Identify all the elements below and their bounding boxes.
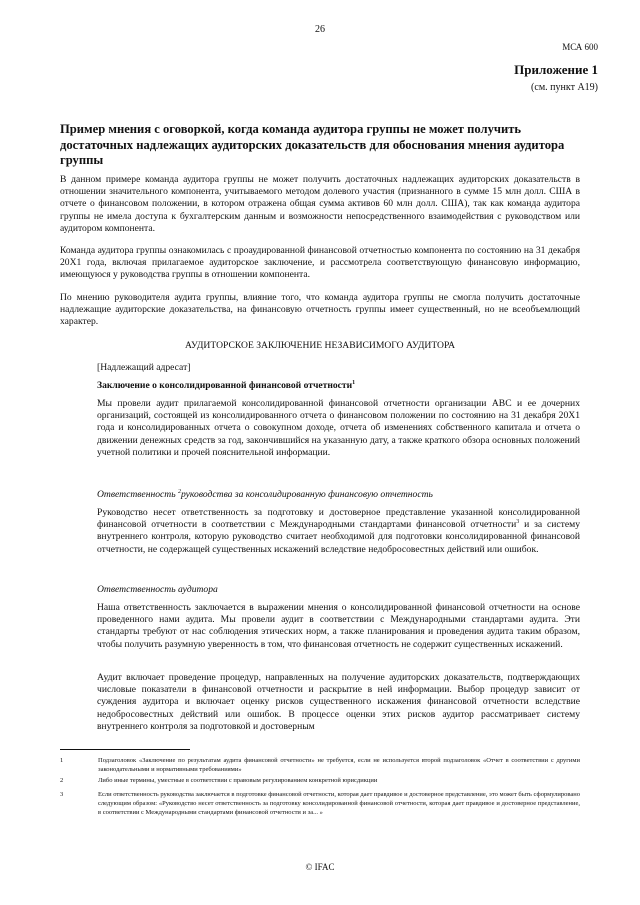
section-management-text-b: и за систему внутреннего контроля, которую руководство считает необходимой для подготовки консолидированной финансовой отчетности, не содержащей существенных искажений вследствие недобросовестных действий или ошибок.: [97, 519, 580, 555]
section-management-text-a: Руководство несет ответственность за подготовку и достоверное представление указанной консолидированной финансовой отчетности в соответствии с Международными стандартами финансовой отчетности: [97, 507, 580, 531]
report-heading: АУДИТОРСКОЕ ЗАКЛЮЧЕНИЕ НЕЗАВИСИМОГО АУДИТОРА: [184, 340, 456, 351]
section-heading-opinion-text: Заключение о консолидированной финансовой отчетности: [97, 380, 353, 391]
footnote-ref-3: 3: [516, 519, 520, 526]
section-heading-management-b: руководства за консолидированную финансовую отчетность: [180, 489, 433, 500]
footnote-text: Если ответственность руководства заключается в подготовке финансовой отчетности, которая дает правдивое и достоверное представление, это может быть сформулировано следующим образом: «Руководство несет ответственность за подготовку консолидированной финансовой отчетности, которая дает правдивое и достоверное представление, в соответствии с Международными стандартами финансовой отчетности и за... »: [98, 791, 580, 816]
footnote-mark: 1: [60, 757, 64, 764]
intro-paragraph-2: Команда аудитора группы ознакомилась с проаудированной финансовой отчетностью компонента по состоянию на 31 декабря 20X1 года, включая прилагаемое аудиторское заключение, и рассмотрела соответствующую финансовую информацию, имеющуюся у руководства группы в отношении компонента.: [60, 245, 580, 281]
section-auditor-text-2: Аудит включает проведение процедур, направленных на получение аудиторских доказательств, подтверждающих числовые показатели в финансовой отчетности и раскрытие в ней информации. Выбор процедур зависит от суждения аудитора и включает оценку рисков существенного искажения финансовой отчетности вследствие недобросовестных действий или ошибок. В процессе оценки этих рисков аудитор рассматривает систему внутреннего контроля за подготовкой и достоверным: [97, 672, 580, 732]
intro-paragraph-3: По мнению руководителя аудита группы, влияние того, что команда аудитора группы не смогла получить достаточные надлежащие аудиторские доказательства, на финансовую отчетность группы имеет существенный, но не всеобъемлющий характер.: [60, 292, 580, 328]
page-title: Пример мнения с оговоркой, когда команда аудитора группы не может получить достаточных надлежащих аудиторских доказательств для обоснования мнения аудитора группы: [60, 122, 565, 167]
intro-paragraph-1: В данном примере команда аудитора группы не может получить достаточных надлежащих аудиторских доказательств в отношении значительного компонента, учитываемого методом долевого участия (признанного в сумме 15 млн долл. США в отчете о финансовом положении, в котором отражена общая сумма активов 60 млн долл. США), так как команда аудитора группы не имела доступа к бухгалтерским данным и возможности непосредственного взаимодействия с руководством или аудитором компонента.: [60, 174, 580, 234]
footnote-ref-1: 1: [352, 379, 356, 386]
section-auditor-text-1: Наша ответственность заключается в выражении мнения о консолидированной финансовой отчетности на основе проведенного нами аудита. Мы провели аудит в соответствии с Международными стандартами аудита. Эти стандарты требуют от нас соблюдения этических норм, а также планирования и проведения аудита таким образом, чтобы получить разумную уверенность в том, что финансовая отчетность не содержит существенных искажений.: [97, 602, 580, 650]
footnote-mark: 2: [60, 777, 64, 784]
section-heading-auditor: Ответственность аудитора: [97, 584, 218, 595]
footnote-mark: 3: [60, 791, 64, 798]
appendix-reference: (см. пункт A19): [531, 82, 598, 93]
addressee: [Надлежащий адресат]: [97, 362, 191, 373]
footnote-divider: [60, 749, 190, 750]
footnote-ref-2: 2: [177, 488, 181, 495]
section-heading-management: [97, 489, 580, 501]
appendix-title: Приложение 1: [514, 62, 598, 77]
copyright-footer: © IFAC: [305, 862, 335, 872]
section-heading-opinion: [97, 380, 580, 392]
section-management-text: [97, 507, 580, 556]
section-opinion-text: Мы провели аудит прилагаемой консолидированной финансовой отчетности организации ABC и ее дочерних организаций, состоящей из консолидированного отчета о финансовом положении по состоянию на 31 декабря 20X1 года и консолидированных отчета о совокупном доходе, отчета об изменениях собственного капитала и отчета о движении денежных средств за год, закончившийся на указанную дату, а также краткого обзора основных положений учетной политики и прочей пояснительной информации.: [97, 398, 580, 458]
section-heading-management-a: Ответственность: [97, 489, 178, 500]
footnote-text: Подзаголовок «Заключение по результатам аудита финансовой отчетности» не требуется, если не используется второй подзаголовок «Отчет в соответствии с другими законодательными и нормативными требованиями»: [98, 757, 580, 773]
page-number: 26: [315, 24, 325, 35]
standard-label: МСА 600: [562, 42, 598, 52]
footnote-text: Либо иные термины, уместные в соответствии с правовым регулированием конкретной юрисдикции: [98, 777, 378, 784]
